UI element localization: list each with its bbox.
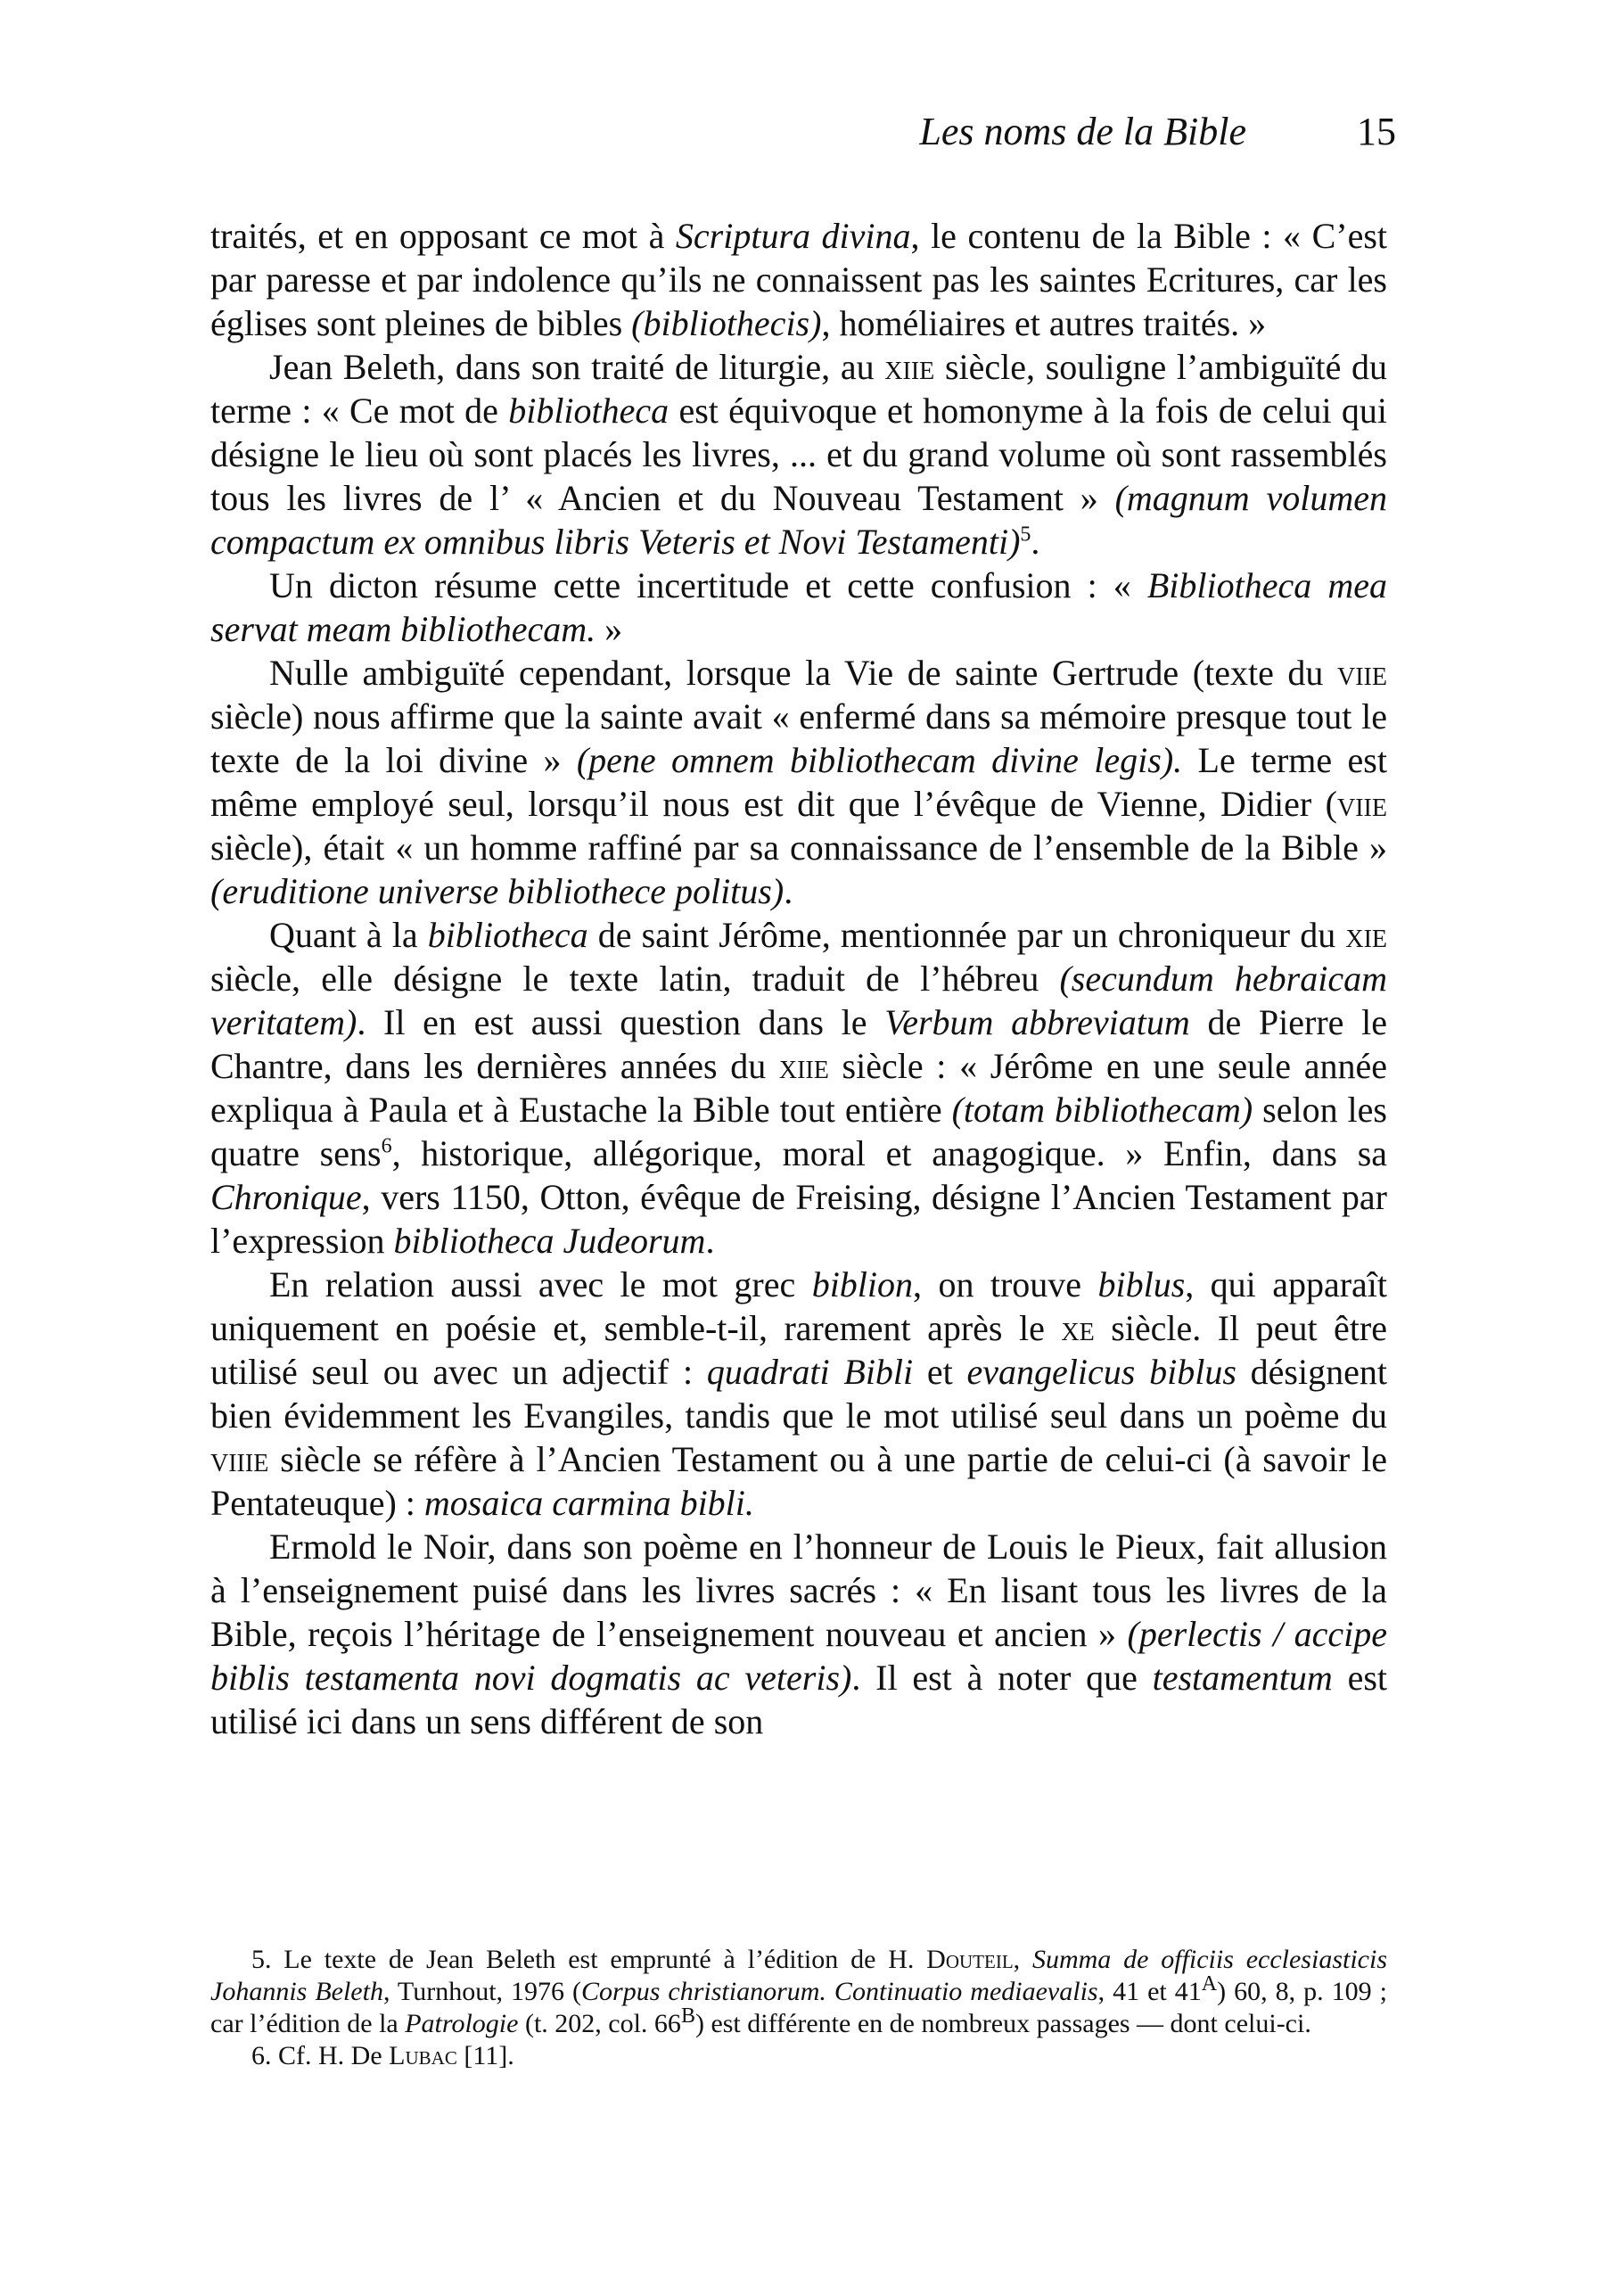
page-number: 15 [1357, 110, 1396, 153]
paragraph-1 [210, 214, 1387, 345]
work-title: Verbum abbreviatum [884, 1002, 1190, 1042]
latin-quote: (magnum volumen compactum ex omnibus libris Veteris et Novi Testamenti) [210, 478, 1387, 562]
text-run: Quant à la [269, 915, 428, 955]
text-run: . [784, 871, 793, 911]
latin-quote: (perlectis / accipe biblis testamenta novi dogmatis ac veteris) [210, 1614, 1387, 1698]
text-run: . Il en est aussi question dans le [357, 1002, 885, 1042]
text-run: , historique, allégorique, moral et anagogique. » Enfin, dans sa [391, 1133, 1388, 1173]
footnote-ref-5: 5 [1020, 523, 1031, 547]
superscript: A [1201, 1972, 1218, 1996]
paragraph-2 [210, 345, 1387, 564]
latin-term: quadrati Bibli [706, 1352, 914, 1392]
text-run: Le terme est même employé seul, lorsqu’il nous est dit que l’évêque de Vienne, Didier ( [210, 740, 1387, 824]
text-run: , vers 1150, Otton, évêque de Freising, désigne l’Ancien Testament par l’expression [210, 1177, 1387, 1261]
text-run: de Pierre le Chantre, dans les dernières années du [210, 1002, 1387, 1086]
text-run: siècle, souligne l’ambiguïté du terme : « Ce mot de [210, 347, 1387, 431]
text-run: (t. 202, col. 66 [518, 2009, 681, 2038]
author-name: Lubac [389, 2041, 457, 2070]
century-numeral: xie [1345, 915, 1387, 955]
text-run: est équivoque et homonyme à la fois de celui qui désigne le lieu où sont placés les livres, ... et du grand volume où sont rassemblés tous les livres de l’ « Ancien et du Nouveau Testament » [210, 391, 1387, 518]
text-run: Un dicton résume cette incertitude et cette confusion : « [269, 565, 1147, 605]
text-run: En relation aussi avec le mot grec [269, 1264, 812, 1304]
text-run: , qui apparaît uniquement en poésie et, semble-t-il, rarement après le [210, 1264, 1388, 1348]
text-run: , [1013, 1945, 1032, 1974]
century-numeral: xiie [778, 1046, 829, 1086]
text-run: , on trouve [913, 1264, 1098, 1304]
latin-term: biblion [811, 1264, 914, 1304]
latin-term: bibliotheca Judeorum [393, 1221, 706, 1261]
running-head [210, 109, 1396, 171]
century-numeral: viiie [210, 1439, 269, 1479]
latin-term: bibliotheca [508, 391, 670, 431]
text-run: ) est différente en de nombreux passages — dont celui-ci. [694, 2009, 1311, 2038]
text-run: ) 60, 8, p. 109 ; car l’édition de la [210, 1977, 1388, 2038]
text-run: de saint Jérôme, mentionnée par un chroniqueur du [587, 915, 1346, 955]
text-run: » [596, 609, 623, 649]
paragraph-5 [210, 913, 1387, 1263]
paragraph-7 [210, 1525, 1387, 1743]
text-run: . [705, 1221, 715, 1261]
footnotes [210, 1944, 1387, 2072]
latin-quote: (eruditione universe bibliothece politus) [210, 871, 785, 911]
century-numeral: viie [1337, 784, 1387, 824]
text-run: désignent bien évidemment les Evangiles, tandis que le mot utilisé seul dans un poème du [210, 1352, 1387, 1436]
century-numeral: xe [1061, 1308, 1095, 1348]
work-title: Chronique [210, 1177, 362, 1217]
century-numeral: xiie [884, 347, 935, 387]
latin-quote: (totam bibliothecam) [951, 1090, 1253, 1130]
text-run: 5. Le texte de Jean Beleth est emprunté à l’édition de H. [251, 1945, 927, 1974]
paragraph-4 [210, 651, 1387, 913]
author-name: Douteil [926, 1945, 1014, 1974]
text-run: siècle) nous affirme que la sainte avait « enfermé dans sa mémoire presque tout le texte de la loi divine » [210, 696, 1387, 780]
text-run: Nulle ambiguïté cependant, lorsque la Vie de sainte Gertrude (texte du [269, 653, 1338, 693]
text-run: . Il est à noter que [851, 1658, 1153, 1698]
text-run: Ermold le Noir, dans son poème en l’honneur de Louis le Pieux, fait allusion à l’enseignement puisé dans les livres sacrés : « En lisant tous les livres de la Bible, reçois l’héritage de l’enseignement nouveau et ancien » [210, 1527, 1387, 1654]
latin-term: bibliotheca [427, 915, 588, 955]
paragraph-6 [210, 1263, 1387, 1525]
latin-quote: Bibliotheca mea servat meam bibliothecam. [210, 565, 1387, 649]
footnote-5 [210, 1944, 1387, 2040]
text-run: est utilisé ici dans un sens différent de son [210, 1658, 1388, 1741]
text-run: Jean Beleth, dans son traité de liturgie, au [269, 347, 885, 387]
latin-term: testamentum [1152, 1658, 1333, 1698]
footnote-6 [210, 2040, 1387, 2072]
text-run: , 41 et 41 [1097, 1977, 1202, 2006]
superscript: B [680, 2004, 695, 2028]
century-numeral: viie [1337, 653, 1387, 693]
text-run: , homéliaires et autres traités. » [821, 303, 1267, 343]
text-run: siècle), était « un homme raffiné par sa connaissance de l’ensemble de la Bible » [210, 827, 1387, 868]
text-run: 6. Cf. H. De [251, 2041, 390, 2070]
text-run: . [1031, 522, 1040, 562]
text-run: traités, et en opposant ce mot à [210, 216, 676, 256]
footnote-ref-6: 6 [381, 1134, 392, 1158]
latin-quote: (secundum hebraicam veritatem) [210, 959, 1387, 1042]
text-run: et [913, 1352, 967, 1392]
latin-quote: mosaica carmina bibli. [423, 1483, 754, 1523]
latin-term: biblus [1097, 1264, 1186, 1304]
text-run: siècle. Il peut être utilisé seul ou avec un adjectif : [210, 1308, 1387, 1392]
running-title: Les noms de la Bible [919, 110, 1246, 153]
latin-term: Scriptura divina [675, 216, 911, 256]
work-title: Patrologie [405, 2009, 519, 2038]
paragraph-3 [210, 564, 1387, 651]
text-run: siècle se réfère à l’Ancien Testament ou à une partie de celui-ci (à savoir le Pentateuque) : [210, 1439, 1387, 1523]
text-run: siècle, elle désigne le texte latin, traduit de l’hébreu [210, 959, 1060, 999]
text-run: , le contenu de la Bible : « C’est par paresse et par indolence qu’ils ne connaissent pas les saintes Ecritures, car les églises sont pleines de bibles [210, 216, 1388, 343]
latin-quote: (pene omnem bibliothecam divine legis). [576, 740, 1183, 780]
text-run: , Turnhout, 1976 ( [382, 1977, 582, 2006]
text-run: selon les quatre sens [210, 1090, 1387, 1173]
text-run: siècle : « Jérôme en une seule année expliqua à Paula et à Eustache la Bible tout entière [210, 1046, 1387, 1130]
work-title: Corpus christianorum. Continuatio mediaevalis [581, 1977, 1098, 2006]
main-text [210, 214, 1387, 1743]
work-title: Summa de officiis ecclesiasticis Johannis Beleth [210, 1945, 1387, 2006]
text-run: [11]. [456, 2041, 514, 2070]
latin-term: evangelicus biblus [966, 1352, 1236, 1392]
latin-term: (bibliothecis) [631, 303, 822, 343]
